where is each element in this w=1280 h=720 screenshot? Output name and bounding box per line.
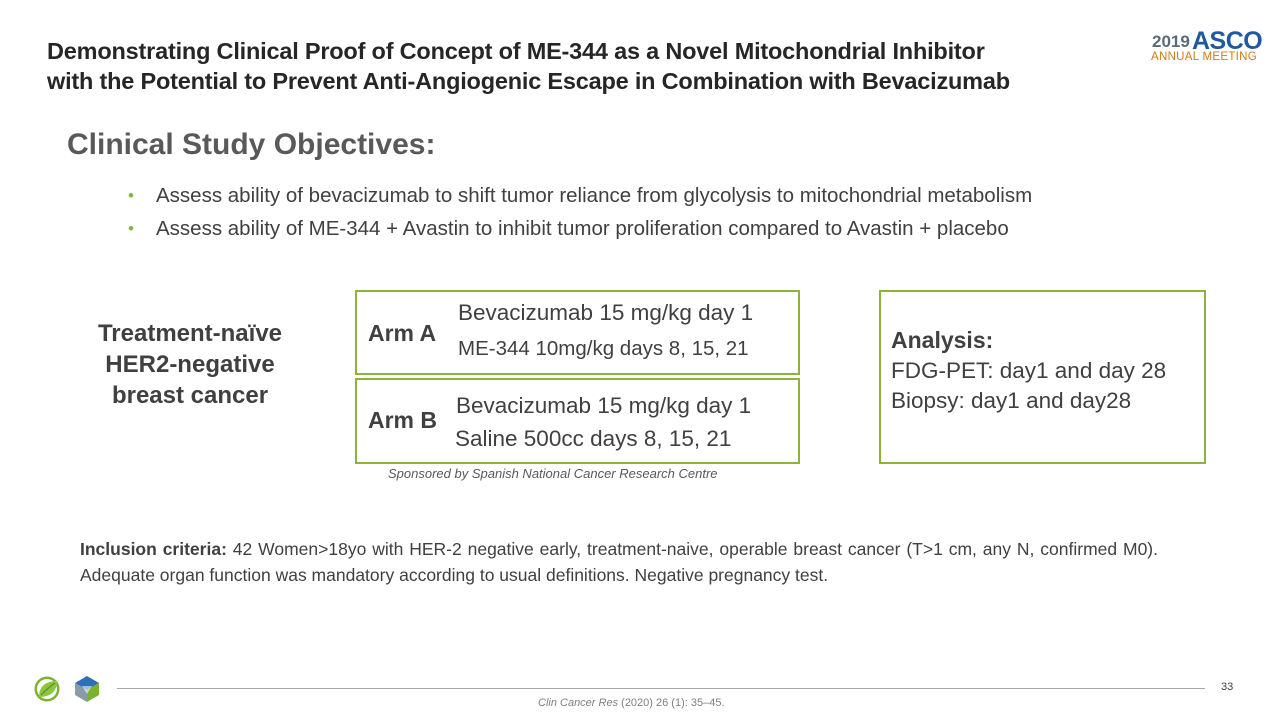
population-line-1: Treatment-naïve xyxy=(97,320,283,347)
population-line-2: HER2-negative xyxy=(105,351,275,378)
objectives-heading: Clinical Study Objectives: xyxy=(67,128,436,161)
citation-details: (2020) 26 (1): 35–45. xyxy=(618,697,725,709)
cube-logo-icon xyxy=(72,674,102,704)
asco-logo-subtitle: ANNUAL MEETING xyxy=(1151,51,1258,63)
citation-journal: Clin Cancer Res xyxy=(538,697,619,709)
slide-title-line-1: Demonstrating Clinical Proof of Concept of ME-344 as a Novel Mitochondrial Inhibitor xyxy=(47,38,985,64)
arm-b-line-1: Bevacizumab 15 mg/kg day 1 xyxy=(456,393,752,418)
asco-logo xyxy=(1150,27,1272,70)
asco-logo-name: ASCO xyxy=(1192,27,1263,55)
analysis-line-2: Biopsy: day1 and day28 xyxy=(891,388,1132,413)
inclusion-criteria-text: 42 Women>18yo with HER-2 negative early, treatment-naive, operable breast cancer (T>1 cm, any N, confirmed M0). Adequate organ function was mandatory according to usual definitions. Negative pregnancy test. xyxy=(80,539,1158,585)
arm-a-line-2: ME-344 10mg/kg days 8, 15, 21 xyxy=(458,337,749,360)
objective-item: • Assess ability of bevacizumab to shift tumor reliance from glycolysis to mitochondrial metabolism xyxy=(128,179,1032,212)
arm-b-line-2: Saline 500cc days 8, 15, 21 xyxy=(455,426,732,451)
sponsor-note: Sponsored by Spanish National Cancer Research Centre xyxy=(388,466,718,481)
population-line-3: breast cancer xyxy=(111,382,269,409)
arm-a-box xyxy=(355,290,800,375)
analysis-box xyxy=(879,290,1206,464)
slide-title xyxy=(47,36,1167,96)
page-number: 33 xyxy=(1221,681,1234,693)
inclusion-criteria-label: Inclusion criteria: xyxy=(80,539,227,559)
objectives-list xyxy=(128,179,1032,245)
arm-b-label: Arm B xyxy=(368,407,438,433)
slide-title-line-2: with the Potential to Prevent Anti-Angiogenic Escape in Combination with Bevacizumab xyxy=(47,68,1010,94)
study-population xyxy=(60,318,320,411)
leaf-logo-icon xyxy=(33,675,63,703)
arm-b-box xyxy=(355,378,800,464)
arm-a-line-1: Bevacizumab 15 mg/kg day 1 xyxy=(458,300,754,325)
asco-logo-year: 2019 xyxy=(1152,32,1190,51)
footer-divider xyxy=(117,688,1205,689)
inclusion-criteria xyxy=(80,537,1158,588)
analysis-heading: Analysis: xyxy=(891,327,994,353)
citation xyxy=(538,697,725,709)
objective-item: • Assess ability of ME-344 + Avastin to inhibit tumor proliferation compared to Avastin + placebo xyxy=(128,212,1032,245)
arm-a-label: Arm A xyxy=(368,320,437,346)
analysis-line-1: FDG-PET: day1 and day 28 xyxy=(891,358,1167,383)
